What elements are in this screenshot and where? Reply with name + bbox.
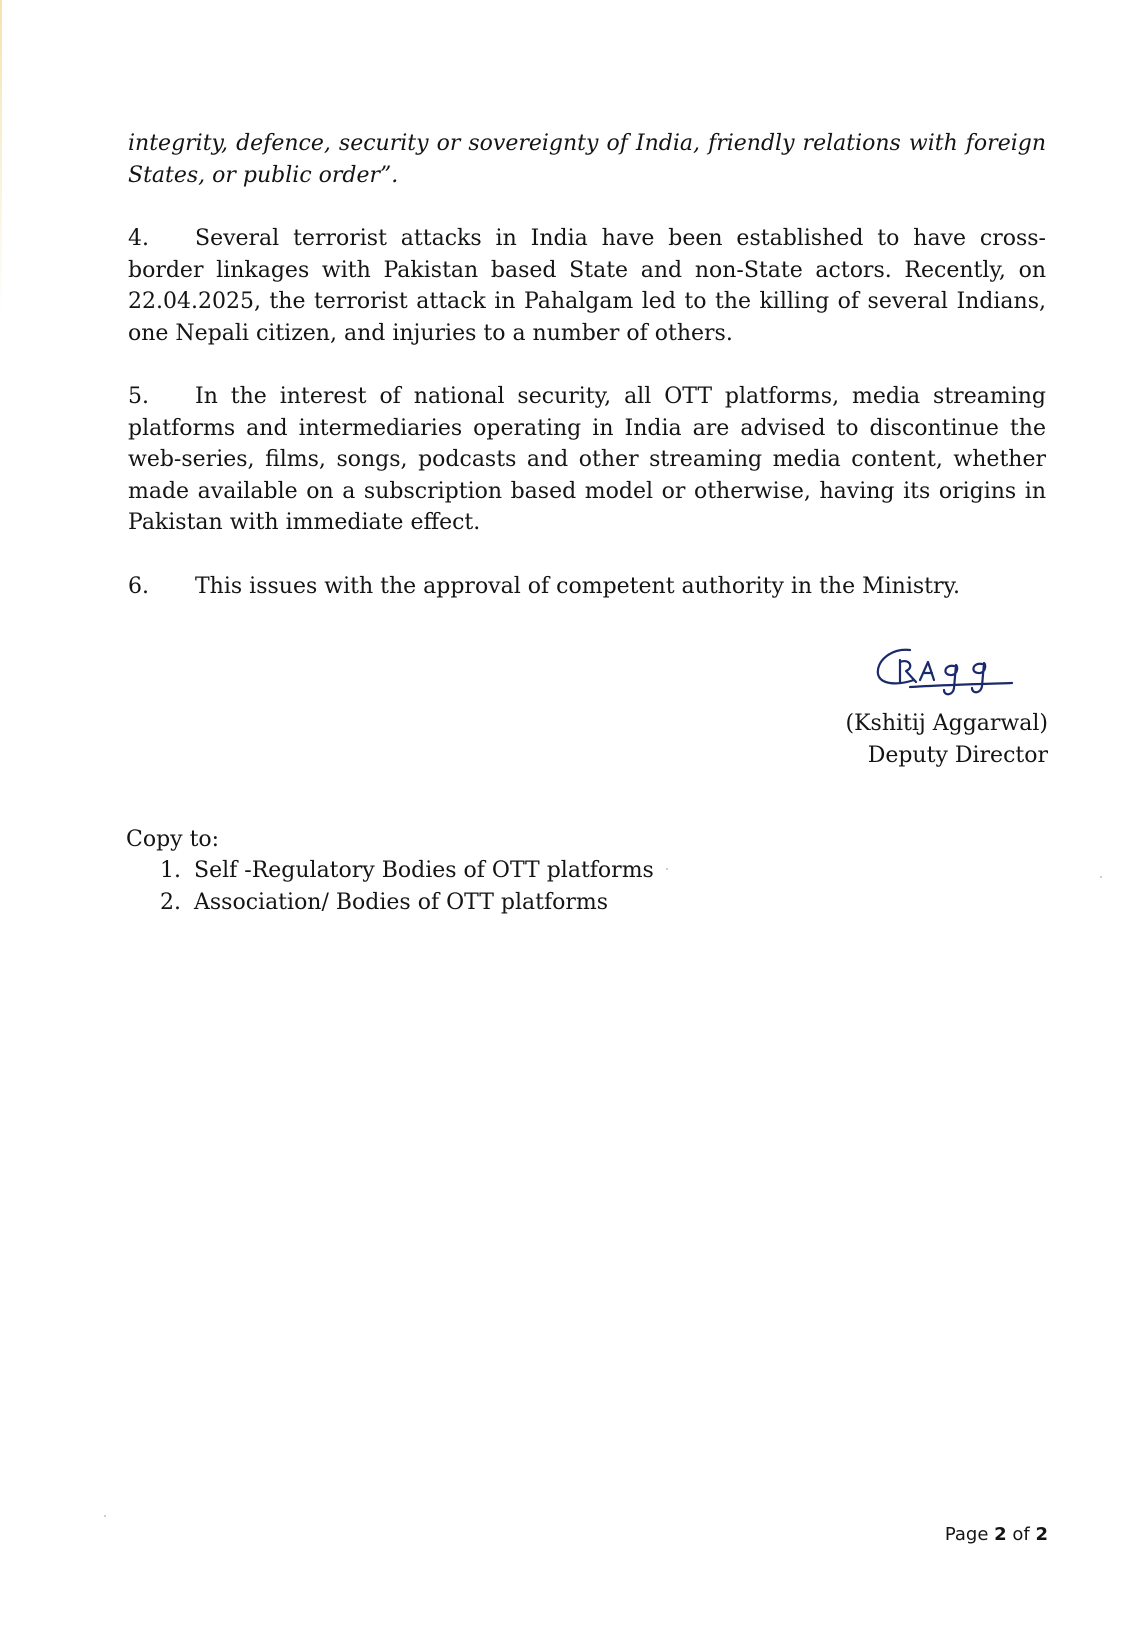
signatory-designation: Deputy Director bbox=[867, 743, 1048, 768]
copy-to-heading: Copy to: bbox=[126, 827, 220, 852]
paragraph-6 bbox=[128, 571, 1046, 603]
paragraph-text: This issues with the approval of competent authority in the Ministry. bbox=[195, 574, 961, 599]
page-current: 2 bbox=[994, 1524, 1007, 1545]
scan-speck bbox=[1100, 876, 1102, 878]
copy-to-list bbox=[160, 855, 654, 918]
paragraph-text: Several terrorist attacks in India have been established to have cross-border linkages with Pakistan based State and non-State actors. Recently, on 22.04.2025, the terrorist attack in Pahalgam led to the killing of several Indians, one Nepali citizen, and injuries to a number of others. bbox=[128, 226, 1046, 346]
list-item bbox=[160, 855, 654, 887]
paragraph-number: 4. bbox=[128, 226, 149, 251]
handwritten-signature bbox=[870, 640, 1015, 710]
scan-speck bbox=[666, 868, 668, 870]
page-total: 2 bbox=[1035, 1524, 1048, 1545]
paragraph-number: 5. bbox=[128, 384, 149, 409]
list-item bbox=[160, 887, 654, 919]
scan-speck bbox=[104, 1515, 106, 1517]
paragraph-text: In the interest of national security, all OTT platforms, media streaming platforms and intermediaries operating in India are advised to discontinue the web-series, films, songs, podcasts and other streaming media content, whether made available on a subscription based model or otherwise, having its origins in Pakistan with immediate effect. bbox=[128, 384, 1046, 535]
paragraph-5 bbox=[128, 381, 1046, 539]
list-item-text: Association/ Bodies of OTT platforms bbox=[194, 889, 609, 915]
page-separator: of bbox=[1006, 1524, 1036, 1545]
signatory-name: (Kshitij Aggarwal) bbox=[845, 711, 1048, 736]
list-item-number: 1. bbox=[160, 858, 181, 883]
scan-edge-shadow bbox=[0, 0, 2, 320]
list-item-number: 2. bbox=[160, 889, 181, 915]
quoted-clause-continuation: integrity, defence, security or sovereignty of India, friendly relations with foreign States, or public order”. bbox=[128, 131, 1046, 188]
page-number bbox=[945, 1524, 1048, 1545]
paragraph-4 bbox=[128, 223, 1046, 349]
paragraph-number: 6. bbox=[128, 574, 149, 599]
list-item-text: Self -Regulatory Bodies of OTT platforms bbox=[194, 858, 654, 883]
page-prefix: Page bbox=[944, 1524, 995, 1545]
